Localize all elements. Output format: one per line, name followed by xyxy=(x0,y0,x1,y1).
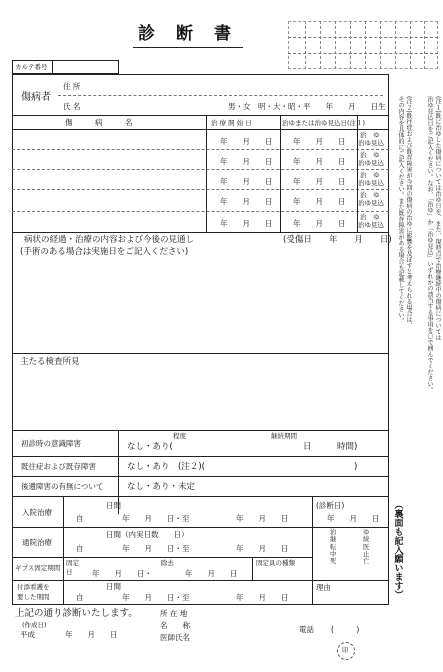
cast-date-from[interactable]: 年 月 日・ xyxy=(92,569,152,578)
cure-date[interactable]: 年 月 日 xyxy=(293,157,346,166)
course-text-area[interactable] xyxy=(14,260,386,353)
status-cured[interactable]: 治 ゆ xyxy=(360,191,380,199)
seal-label: 印 xyxy=(342,646,349,654)
footer-era: 平成 xyxy=(20,630,35,639)
outpatient-date-to[interactable]: 年 月 日 xyxy=(236,544,289,553)
disease-name-field[interactable] xyxy=(14,131,204,147)
address-label: 住 所 xyxy=(63,82,81,91)
footer-phone-label: 電話 xyxy=(299,625,314,634)
status-expected-cure[interactable]: 治ゆ見込 xyxy=(358,139,384,147)
status-cured[interactable]: 治 ゆ xyxy=(360,151,380,159)
first-visit-hour: 時間) xyxy=(337,442,358,452)
surgery-note: (手術のある場合は実施日をご記入ください) xyxy=(20,247,189,257)
back-page-note: （裏面も記入願います） xyxy=(392,500,403,599)
disease-name-field[interactable] xyxy=(14,213,204,229)
status-expected-cure[interactable]: 治ゆ見込 xyxy=(358,199,384,207)
nursing-label-1: 付添看護を xyxy=(17,583,50,591)
diag-date-label: (診断日) xyxy=(316,501,345,510)
name-label: 氏 名 xyxy=(63,102,81,111)
nursing-reason: 理由 xyxy=(316,583,331,592)
disease-col-end: 治ゆまたは治ゆ見込日(注１) xyxy=(282,119,366,127)
document-title: 診 断 書 xyxy=(138,24,233,44)
first-visit-day: 日 xyxy=(303,442,312,452)
outpatient-period: 日間（内実日数 日） xyxy=(106,530,189,539)
treatment-start-date[interactable]: 年 月 日 xyxy=(220,197,273,206)
duration-label: 継続期間 xyxy=(271,432,297,440)
footer-made-label: (作成日) xyxy=(22,621,47,629)
inpatient-date-to[interactable]: 年 月 日 xyxy=(236,514,289,523)
sex-era-dob: 男・女 明・大・昭・平 年 月 日生 xyxy=(228,102,386,111)
treatment-start-date[interactable]: 年 月 日 xyxy=(220,137,273,146)
stamp-grid xyxy=(288,21,438,69)
disease-name-field[interactable] xyxy=(14,151,204,167)
past-history-label: 既往症および既存障害 xyxy=(21,462,96,471)
disease-name-field[interactable] xyxy=(14,171,204,187)
nursing-from: 自 xyxy=(76,593,84,602)
outpatient-date-from[interactable]: 年 月 日・至 xyxy=(122,544,190,553)
findings-label: 主たる検査所見 xyxy=(20,357,80,367)
note-1-line-2: 治ゆ見込日をご記入ください。なお、「治ゆ」か「治ゆ見込」いずれかの該当する事項を〇で囲んでください。 xyxy=(426,96,433,393)
status-cured[interactable]: 治 ゆ xyxy=(360,171,380,179)
inpatient-from: 自 xyxy=(76,514,84,523)
outpatient-label: 通院治療 xyxy=(22,538,52,547)
disease-col-start: 治 療 開 始 日 xyxy=(211,119,252,127)
nursing-period: 日間 xyxy=(106,582,121,591)
nursing-date-from[interactable]: 年 月 日・至 xyxy=(122,593,190,602)
cast-remove: 除去 xyxy=(161,559,174,567)
cure-date[interactable]: 年 月 日 xyxy=(293,137,346,146)
diag-date-value[interactable]: 年 月 日 xyxy=(327,514,380,523)
past-history-close: ) xyxy=(354,462,358,472)
status-expected-cure[interactable]: 治ゆ見込 xyxy=(358,221,384,229)
title-underline xyxy=(133,47,243,48)
first-visit-label: 初診時の意識障害 xyxy=(21,439,81,448)
cure-date[interactable]: 年 月 日 xyxy=(293,219,346,228)
inpatient-label: 入院治療 xyxy=(22,508,52,517)
footer-name-label: 名 称 xyxy=(160,621,190,630)
footer-doctor-label: 医師氏名 xyxy=(160,633,190,642)
disease-name-field[interactable] xyxy=(14,191,204,207)
status-expected-cure[interactable]: 治ゆ見込 xyxy=(358,179,384,187)
cast-fixed: 固定 xyxy=(66,559,79,567)
course-label: 病状の経過・治療の内容および今後の見通し xyxy=(24,235,195,245)
cast-type: 固定具の種類 xyxy=(256,559,295,567)
diag-result-col1[interactable]: 治 継 転 中 死 xyxy=(330,529,337,566)
nursing-date-to[interactable]: 年 月 日 xyxy=(236,593,289,602)
status-expected-cure[interactable]: 治ゆ見込 xyxy=(358,159,384,167)
note-1-line-1: (注１)既に治ゆした傷病については治ゆ日を、また、現時点で治療継続中の傷病については xyxy=(434,96,441,341)
treatment-start-date[interactable]: 年 月 日 xyxy=(220,219,273,228)
cure-date[interactable]: 年 月 日 xyxy=(293,197,346,206)
nursing-label-2: 要した期間 xyxy=(17,593,50,601)
cast-label: ギプス固定期間 xyxy=(15,564,61,572)
first-visit-options[interactable]: なし・あり( xyxy=(127,442,173,452)
karte-number-label: カルテ番号 xyxy=(15,63,48,71)
footer-phone-value[interactable]: ( ) xyxy=(331,625,360,634)
injury-date-label: (受傷日 年 月 日) xyxy=(283,235,392,245)
cure-date[interactable]: 年 月 日 xyxy=(293,177,346,186)
findings-text-area[interactable] xyxy=(14,370,386,430)
treatment-start-date[interactable]: 年 月 日 xyxy=(220,177,273,186)
status-cured[interactable]: 治 ゆ xyxy=(360,131,380,139)
status-cured[interactable]: 治 ゆ xyxy=(360,213,380,221)
cast-fixed-day: 日 xyxy=(66,568,73,576)
note-2-line-2: その内容を具体的にご記入ください。また既存障害がある場合も記載してください。 xyxy=(397,96,404,324)
sequela-label: 後遺障害の有無について xyxy=(21,482,104,491)
note-2-line-1: (注２)既往症および既存障害が今回の傷病の治ゆに影響を及ぼすと考えられる場合は、 xyxy=(405,96,412,329)
footer-date[interactable]: 年 月 日 xyxy=(65,630,118,639)
outpatient-from: 自 xyxy=(76,544,84,553)
disease-col-name: 傷 病 名 xyxy=(65,118,133,127)
footer-address-label: 所 在 地 xyxy=(160,609,188,618)
past-history-options[interactable]: なし・あり (注２)( xyxy=(127,462,205,472)
degree-label: 程度 xyxy=(173,432,186,440)
inpatient-date-from[interactable]: 年 月 日・至 xyxy=(122,514,190,523)
patient-label: 傷病者 xyxy=(21,92,51,103)
footer-statement: 上記の通り診断いたします。 xyxy=(15,608,138,619)
sequela-options[interactable]: なし・あり・未定 xyxy=(127,482,196,492)
inpatient-period: 日間 xyxy=(106,501,121,510)
diag-result-col2[interactable]: ゆ 続 医 止 亡 xyxy=(363,529,370,566)
cast-date-to[interactable]: 年 月 日 xyxy=(185,569,238,578)
treatment-start-date[interactable]: 年 月 日 xyxy=(220,157,273,166)
